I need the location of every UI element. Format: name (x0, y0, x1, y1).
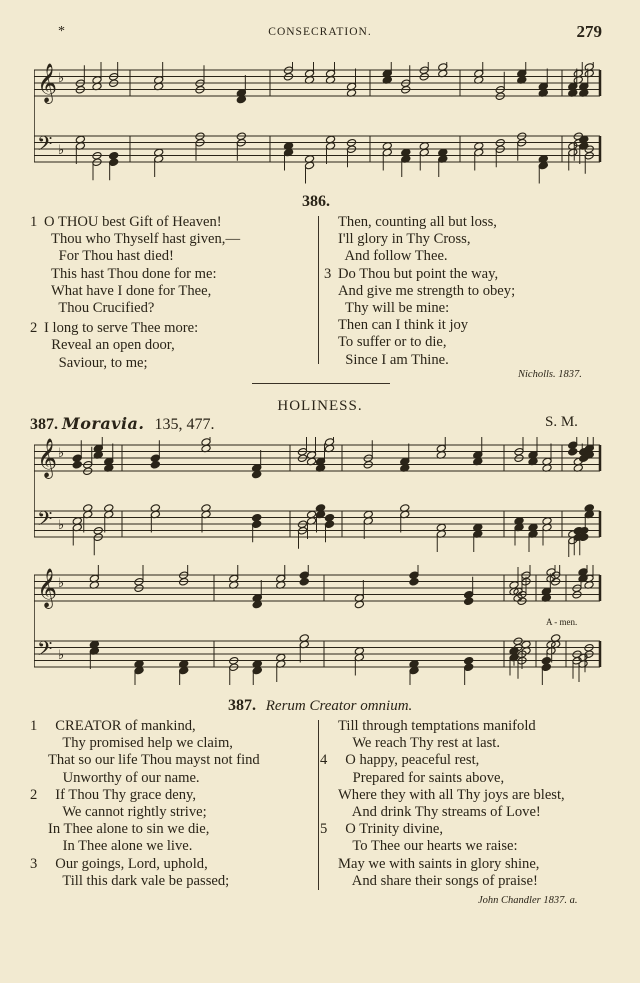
verse-number: 5 (320, 821, 328, 838)
music-staff-system-3 (34, 565, 604, 685)
verse-line: Prepared for saints above, (338, 769, 505, 786)
verse-line: May we with saints in glory shine, (338, 855, 540, 872)
amen-lyric: A - men. (546, 617, 578, 627)
verse-text (48, 787, 260, 856)
verse-line: Saviour, to me; (44, 354, 148, 371)
attribution-386: Nicholls. 1837. (518, 369, 582, 380)
verse-1 (30, 718, 260, 787)
bass-clef-icon: 𝄢 (37, 507, 53, 535)
verse-text (338, 214, 515, 266)
verse-line: CREATOR of mankind, (48, 718, 196, 734)
hymn-title: Rerum Creator omnium. (265, 698, 413, 714)
key-signature-icon: ♭ (58, 517, 65, 532)
column-divider (318, 720, 319, 890)
running-header: CONSECRATION. (268, 26, 372, 38)
verse-text (48, 856, 260, 890)
verse-text (48, 718, 260, 787)
section-title: HOLINESS. (277, 398, 363, 414)
attribution-387: John Chandler 1837. a. (478, 895, 578, 906)
verse-line: In Thee alone to sin we die, (48, 821, 210, 838)
verse-line: To Thee our hearts we raise: (338, 838, 518, 855)
verse-number: 2 (30, 320, 38, 337)
verse-line: O Trinity divine, (338, 821, 444, 838)
treble-clef-icon: 𝄞 (37, 568, 58, 608)
verse-line: This hast Thou done for me: (44, 265, 217, 282)
verse-line: And drink Thy streams of Love! (338, 804, 541, 821)
verse-1 (30, 214, 240, 317)
verse-line: We cannot rightly strive; (48, 804, 207, 821)
verse-line: Thou Crucified? (44, 300, 155, 317)
verse-line: For Thou hast died! (44, 248, 174, 265)
hymn-387-left-column (30, 718, 260, 890)
hymn-number-387: 387. (228, 697, 256, 714)
hymn-386-right-column (324, 214, 515, 369)
section-rule (252, 383, 390, 384)
verse-3 (30, 856, 260, 890)
verse-line: O THOU best Gift of Heaven! (44, 214, 222, 230)
tune-number: 387. (30, 416, 58, 433)
note-head (464, 597, 474, 606)
verse-line: Then can I think it joy (338, 317, 469, 334)
verse-continuation (324, 214, 515, 266)
verse-line: And follow Thee. (338, 248, 448, 265)
verse-4 (320, 752, 565, 821)
verse-2 (30, 787, 260, 856)
verse-number: 4 (320, 752, 328, 769)
verse-line: And share their songs of praise! (338, 872, 538, 889)
verse-line: We reach Thy rest at last. (338, 735, 501, 752)
page-number: 279 (576, 22, 602, 41)
hymn-number-386: 386. (302, 193, 330, 210)
verse-5 (320, 821, 565, 890)
verse-text (338, 752, 565, 821)
verse-line: Till this dark vale be passed; (48, 872, 230, 889)
tune-name: Moravia. (62, 414, 145, 433)
verse-number: 3 (324, 265, 332, 282)
key-signature-icon: ♭ (58, 647, 65, 662)
verse-continuation (320, 718, 565, 752)
bass-clef-icon: 𝄢 (37, 637, 53, 665)
treble-clef-icon: 𝄞 (37, 438, 58, 478)
verse-line: In Thee alone we live. (48, 838, 193, 855)
verse-line: If Thou Thy grace deny, (48, 786, 197, 803)
verse-line: Thy promised help we claim, (48, 735, 233, 752)
key-signature-icon: ♭ (58, 445, 65, 460)
verse-line: Unworthy of our name. (48, 769, 200, 786)
verse-number: 3 (30, 855, 38, 872)
treble-clef-icon: 𝄞 (37, 63, 58, 103)
verse-number: 1 (30, 718, 38, 734)
music-staff-system-1 (34, 62, 604, 187)
note-head (568, 447, 578, 456)
column-divider (318, 216, 319, 364)
tune-heading (30, 414, 215, 434)
page-marker: * (58, 24, 65, 39)
verse-line: I'll glory in Thy Cross, (338, 231, 471, 248)
verse-text (338, 718, 565, 752)
tune-references: 135, 477. (154, 416, 215, 433)
verse-line: What have I done for Thee, (44, 282, 212, 299)
verse-line: Do Thou but point the way, (338, 265, 499, 282)
verse-line: And give me strength to obey; (338, 282, 516, 299)
hymn-386-left-column (30, 214, 240, 372)
music-staff-system-2 (34, 437, 604, 557)
hymn-387-heading (228, 697, 412, 715)
verse-text (338, 821, 565, 890)
verse-text (44, 214, 240, 317)
bass-clef-icon: 𝄢 (37, 132, 53, 160)
verse-line: Then, counting all but loss, (338, 214, 497, 230)
key-signature-icon: ♭ (58, 70, 65, 85)
verse-line: To suffer or to die, (338, 334, 447, 351)
meter: S. M. (545, 414, 578, 430)
verse-line: O happy, peaceful rest, (338, 752, 480, 769)
verse-line: Since I am Thine. (338, 351, 449, 368)
note-head (72, 460, 82, 469)
key-signature-icon: ♭ (58, 575, 65, 590)
verse-number: 2 (30, 786, 38, 803)
verse-line: Reveal an open door, (44, 337, 175, 354)
verse-3 (324, 266, 515, 369)
verse-line: Thou who Thyself hast given,— (44, 231, 241, 248)
note-head (299, 577, 309, 586)
note-head (150, 460, 160, 469)
note-head (409, 577, 419, 586)
verse-line: That so our life Thou mayst not find (48, 752, 260, 769)
verse-2 (30, 320, 240, 372)
verse-line: Where they with all Thy joys are blest, (338, 786, 565, 803)
verse-text (338, 266, 515, 369)
key-signature-icon: ♭ (58, 142, 65, 157)
verse-line: I long to serve Thee more: (44, 320, 199, 337)
hymn-387-right-column (320, 718, 565, 890)
verse-text (44, 320, 240, 372)
verse-line: Thy will be mine: (338, 300, 450, 317)
verse-line: Our goings, Lord, uphold, (48, 855, 208, 872)
verse-line: Till through temptations manifold (338, 718, 536, 734)
verse-number: 1 (30, 214, 38, 230)
